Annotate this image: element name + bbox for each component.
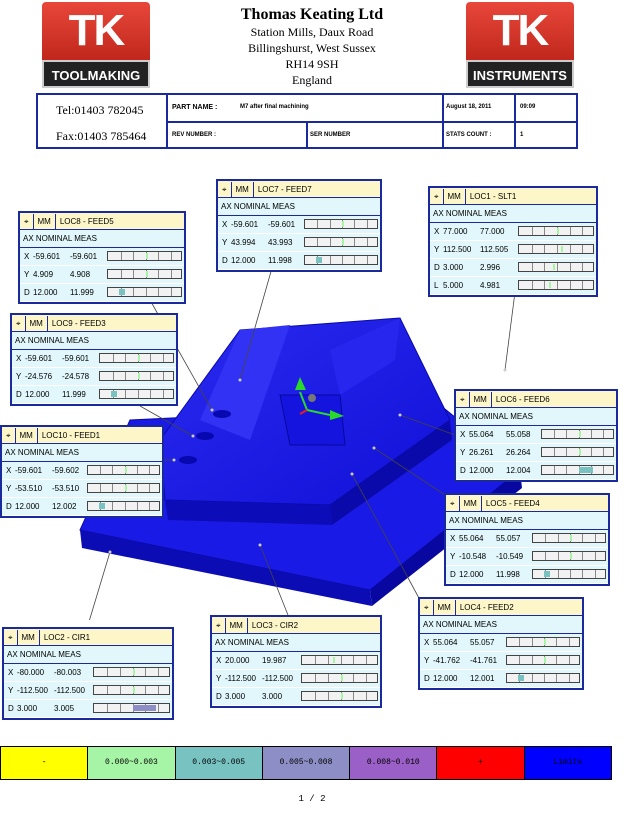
- axis-label: D: [216, 692, 222, 701]
- deviation-gauge: [506, 637, 580, 647]
- crosshair-icon: ⌖: [20, 214, 34, 229]
- deviation-marker: [316, 257, 322, 263]
- feature-name: LOC5 - FEED4: [485, 498, 540, 508]
- axis-label: Y: [16, 372, 22, 381]
- measured-value: 77.000: [480, 227, 505, 236]
- deviation-marker: [333, 657, 335, 663]
- feature-name: LOC10 - FEED1: [41, 430, 101, 440]
- crosshair-icon: ⌖: [2, 428, 16, 443]
- measured-value: 11.999: [62, 390, 86, 399]
- deviation-gauge: [93, 685, 170, 695]
- measured-value: 12.001: [470, 674, 495, 683]
- measurement-row: [212, 652, 380, 670]
- measured-value: -53.510: [52, 484, 80, 493]
- axis-label: X: [222, 220, 228, 229]
- deviation-gauge: [93, 703, 170, 713]
- box-title-bar: [4, 629, 172, 646]
- nominal-value: 5.000: [443, 281, 464, 290]
- crosshair-icon: ⌖: [218, 182, 232, 197]
- axis-label: D: [24, 288, 30, 297]
- page-number: 1 / 2: [298, 794, 326, 804]
- nominal-value: 3.000: [443, 263, 464, 272]
- nominal-value: 3.000: [225, 692, 246, 701]
- nominal-value: -53.510: [15, 484, 43, 493]
- deviation-marker: [119, 289, 125, 295]
- axis-label: D: [6, 502, 12, 511]
- measured-value: 11.998: [496, 570, 520, 579]
- column-header: AX NOMINAL MEAS: [218, 198, 380, 216]
- instruments-logo: [466, 2, 574, 88]
- tolerance-legend: [0, 746, 612, 780]
- deviation-marker: [99, 503, 105, 509]
- unit-label: MM: [232, 182, 254, 197]
- deviation-gauge: [541, 429, 614, 439]
- measurement-row: [218, 252, 380, 270]
- axis-label: X: [8, 668, 14, 677]
- ser-number-label: SER NUMBER: [310, 132, 351, 138]
- column-header: AX NOMINAL MEAS: [456, 408, 616, 426]
- measurement-row: [420, 634, 582, 652]
- axis-label: D: [450, 570, 456, 579]
- deviation-marker: [138, 373, 140, 379]
- crosshair-icon: ⌖: [12, 316, 26, 331]
- deviation-marker: [133, 705, 156, 711]
- deviation-gauge: [107, 287, 182, 297]
- nominal-value: -112.500: [225, 674, 256, 683]
- nominal-value: 26.261: [469, 448, 494, 457]
- measurement-row: [12, 386, 176, 404]
- column-header: AX NOMINAL MEAS: [212, 634, 380, 652]
- axis-label: Y: [424, 656, 430, 665]
- legend-swatch: -: [1, 747, 88, 779]
- measurement-row: [456, 426, 616, 444]
- measured-value: -59.602: [52, 466, 80, 475]
- measurement-box-loc4: [418, 597, 584, 690]
- axis-label: L: [434, 281, 439, 290]
- measurement-row: [456, 444, 616, 462]
- contact-cell: [38, 95, 168, 147]
- crosshair-icon: ⌖: [212, 618, 226, 633]
- report-time: 09:09: [520, 104, 536, 110]
- measured-value: 4.908: [70, 270, 91, 279]
- part-name-label: PART NAME :: [172, 104, 218, 111]
- measurement-row: [456, 462, 616, 480]
- measured-value: 55.058: [506, 430, 531, 439]
- axis-label: D: [8, 704, 14, 713]
- measured-value: -80.003: [54, 668, 82, 677]
- measurement-box-loc6: [454, 389, 618, 482]
- nominal-value: 12.000: [33, 288, 58, 297]
- measurement-box-loc9: [10, 313, 178, 406]
- measured-value: 11.998: [268, 256, 292, 265]
- measured-value: -10.549: [496, 552, 524, 561]
- nominal-value: 55.064: [433, 638, 458, 647]
- measurement-row: [4, 664, 172, 682]
- nominal-value: -59.601: [25, 354, 53, 363]
- deviation-gauge: [99, 353, 174, 363]
- deviation-gauge: [301, 655, 378, 665]
- column-header: AX NOMINAL MEAS: [430, 205, 596, 223]
- deviation-marker: [570, 553, 572, 559]
- measurement-row: [2, 498, 162, 516]
- measurement-row: [218, 234, 380, 252]
- crosshair-icon: ⌖: [420, 600, 434, 615]
- measured-value: 2.996: [480, 263, 501, 272]
- box-title-bar: [12, 315, 176, 332]
- measurement-row: [430, 241, 596, 259]
- deviation-marker: [579, 449, 581, 455]
- axis-label: Y: [460, 448, 466, 457]
- box-title-bar: [446, 495, 608, 512]
- deviation-marker: [518, 675, 524, 681]
- unit-label: MM: [18, 630, 40, 645]
- box-title-bar: [218, 181, 380, 198]
- unit-label: MM: [34, 214, 56, 229]
- deviation-gauge: [506, 655, 580, 665]
- measured-value: 12.002: [52, 502, 77, 511]
- measurement-row: [4, 682, 172, 700]
- crosshair-icon: ⌖: [456, 392, 470, 407]
- box-title-bar: [20, 213, 184, 230]
- report-header: [36, 93, 578, 149]
- logo-left-big: TK: [42, 2, 150, 60]
- address-line: Billingshurst, West Sussex: [248, 41, 376, 55]
- nominal-value: 77.000: [443, 227, 468, 236]
- measured-value: 4.981: [480, 281, 501, 290]
- axis-label: Y: [6, 484, 12, 493]
- box-title-bar: [212, 617, 380, 634]
- nominal-value: -10.548: [459, 552, 487, 561]
- measurement-row: [12, 368, 176, 386]
- deviation-marker: [133, 669, 135, 675]
- feature-name: LOC9 - FEED3: [51, 318, 106, 328]
- nominal-value: -59.601: [15, 466, 43, 475]
- column-header: AX NOMINAL MEAS: [446, 512, 608, 530]
- measurement-row: [4, 700, 172, 718]
- company-name: Thomas Keating Ltd: [240, 6, 384, 23]
- deviation-marker: [146, 253, 148, 259]
- measured-value: 3.000: [262, 692, 283, 701]
- feature-name: LOC1 - SLT1: [469, 191, 517, 201]
- deviation-marker: [342, 221, 344, 227]
- nominal-value: -41.762: [433, 656, 461, 665]
- measurement-row: [20, 266, 184, 284]
- nominal-value: -24.576: [25, 372, 53, 381]
- logo-right-big: TK: [466, 2, 574, 60]
- measurement-row: [446, 566, 608, 584]
- deviation-gauge: [304, 219, 378, 229]
- measurement-row: [2, 480, 162, 498]
- crosshair-icon: ⌖: [4, 630, 18, 645]
- deviation-gauge: [99, 389, 174, 399]
- measurement-row: [2, 462, 162, 480]
- deviation-gauge: [93, 667, 170, 677]
- axis-label: Y: [216, 674, 222, 683]
- nominal-value: 12.000: [231, 256, 256, 265]
- feature-name: LOC3 - CIR2: [251, 620, 299, 630]
- feature-name: LOC2 - CIR1: [43, 632, 91, 642]
- measured-value: 11.999: [70, 288, 94, 297]
- column-header: AX NOMINAL MEAS: [420, 616, 582, 634]
- axis-label: X: [450, 534, 456, 543]
- deviation-marker: [570, 535, 572, 541]
- nominal-value: -80.000: [17, 668, 45, 677]
- measured-value: -59.601: [70, 252, 98, 261]
- measurement-row: [20, 248, 184, 266]
- axis-label: X: [16, 354, 22, 363]
- legend-swatch: 0.000~0.003: [88, 747, 175, 779]
- axis-label: D: [434, 263, 440, 272]
- crosshair-icon: ⌖: [430, 189, 444, 204]
- nominal-value: 3.000: [17, 704, 38, 713]
- nominal-value: 12.000: [459, 570, 484, 579]
- part-name-value: M7 after final machining: [240, 104, 309, 110]
- deviation-gauge: [518, 262, 594, 272]
- axis-label: X: [424, 638, 430, 647]
- measurement-box-loc10: [0, 425, 164, 518]
- deviation-marker: [341, 675, 343, 681]
- measurement-box-loc3: [210, 615, 382, 708]
- measured-value: 55.057: [470, 638, 495, 647]
- box-title-bar: [430, 188, 596, 205]
- deviation-marker: [138, 355, 140, 361]
- nominal-value: 112.500: [443, 245, 472, 254]
- rev-number-label: REV NUMBER :: [172, 132, 217, 138]
- measurement-row: [420, 670, 582, 688]
- deviation-marker: [342, 239, 344, 245]
- axis-label: Y: [24, 270, 30, 279]
- measurement-box-loc8: [18, 211, 186, 304]
- legend-swatch: +: [437, 747, 524, 779]
- measured-value: 3.005: [54, 704, 75, 713]
- deviation-marker: [133, 687, 135, 693]
- deviation-gauge: [107, 269, 182, 279]
- measurement-row: [430, 223, 596, 241]
- measured-value: 12.004: [506, 466, 531, 475]
- measurement-box-loc5: [444, 493, 610, 586]
- deviation-gauge: [541, 447, 614, 457]
- measurement-box-loc7: [216, 179, 382, 272]
- crosshair-icon: ⌖: [446, 496, 460, 511]
- address-line: RH14 9SH: [285, 57, 339, 71]
- measurement-row: [218, 216, 380, 234]
- toolmaking-logo: [42, 2, 150, 88]
- unit-label: MM: [16, 428, 38, 443]
- axis-label: D: [222, 256, 228, 265]
- unit-label: MM: [226, 618, 248, 633]
- stats-count-value: 1: [520, 132, 524, 138]
- axis-label: X: [434, 227, 440, 236]
- measured-value: 26.264: [506, 448, 531, 457]
- deviation-marker: [579, 431, 581, 437]
- deviation-marker: [579, 467, 594, 473]
- axis-label: Y: [434, 245, 440, 254]
- nominal-value: 12.000: [15, 502, 40, 511]
- measured-value: -41.761: [470, 656, 498, 665]
- nominal-value: 4.909: [33, 270, 54, 279]
- measured-value: 19.987: [262, 656, 287, 665]
- measurement-box-loc1: [428, 186, 598, 297]
- nominal-value: 12.000: [433, 674, 458, 683]
- nominal-value: 55.064: [469, 430, 494, 439]
- deviation-marker: [125, 485, 127, 491]
- deviation-marker: [557, 228, 559, 234]
- measurement-row: [20, 284, 184, 302]
- measured-value: -112.500: [262, 674, 293, 683]
- deviation-gauge: [518, 280, 594, 290]
- deviation-marker: [544, 571, 550, 577]
- axis-label: Y: [222, 238, 228, 247]
- measurement-row: [446, 548, 608, 566]
- deviation-gauge: [518, 244, 594, 254]
- deviation-marker: [146, 271, 148, 277]
- axis-label: X: [6, 466, 12, 475]
- deviation-marker: [125, 467, 127, 473]
- box-title-bar: [420, 599, 582, 616]
- logo-left-small: TOOLMAKING: [42, 60, 150, 88]
- axis-label: D: [424, 674, 430, 683]
- measurement-row: [212, 688, 380, 706]
- axis-label: D: [16, 390, 22, 399]
- nominal-value: 43.994: [231, 238, 256, 247]
- nominal-value: 20.000: [225, 656, 250, 665]
- deviation-gauge: [304, 237, 378, 247]
- axis-label: X: [24, 252, 30, 261]
- nominal-value: 12.000: [469, 466, 494, 475]
- nominal-value: 55.064: [459, 534, 484, 543]
- measurement-row: [430, 277, 596, 295]
- deviation-marker: [111, 391, 117, 397]
- logo-right-small: INSTRUMENTS: [466, 60, 574, 88]
- address-line: Station Mills, Daux Road: [250, 25, 374, 39]
- unit-label: MM: [26, 316, 48, 331]
- stats-count-label: STATS COUNT :: [446, 132, 492, 138]
- company-block: [200, 6, 424, 88]
- tel: Tel:01403 782045: [56, 103, 144, 117]
- legend-swatch: 0.005~0.008: [263, 747, 350, 779]
- measured-value: 43.993: [268, 238, 293, 247]
- measured-value: -59.601: [268, 220, 296, 229]
- column-header: AX NOMINAL MEAS: [12, 332, 176, 350]
- unit-label: MM: [434, 600, 456, 615]
- fax: Fax:01403 785464: [56, 129, 147, 143]
- nominal-value: -59.601: [231, 220, 259, 229]
- box-title-bar: [2, 427, 162, 444]
- measurement-row: [12, 350, 176, 368]
- deviation-gauge: [99, 371, 174, 381]
- feature-name: LOC7 - FEED7: [257, 184, 312, 194]
- measurement-row: [212, 670, 380, 688]
- legend-swatch: 0.008~0.010: [350, 747, 437, 779]
- measured-value: -24.578: [62, 372, 90, 381]
- measurement-row: [430, 259, 596, 277]
- column-header: AX NOMINAL MEAS: [4, 646, 172, 664]
- deviation-gauge: [87, 483, 160, 493]
- axis-label: Y: [8, 686, 14, 695]
- report-date: August 18, 2011: [446, 104, 492, 110]
- measured-value: 55.057: [496, 534, 521, 543]
- column-header: AX NOMINAL MEAS: [2, 444, 162, 462]
- deviation-marker: [341, 693, 343, 699]
- deviation-marker: [561, 246, 563, 252]
- deviation-marker: [544, 639, 546, 645]
- axis-label: X: [460, 430, 466, 439]
- measurement-row: [420, 652, 582, 670]
- deviation-gauge: [506, 673, 580, 683]
- deviation-marker: [544, 657, 546, 663]
- deviation-gauge: [304, 255, 378, 265]
- column-header: AX NOMINAL MEAS: [20, 230, 184, 248]
- measurement-box-loc2: [2, 627, 174, 720]
- deviation-gauge: [87, 465, 160, 475]
- axis-label: X: [216, 656, 222, 665]
- nominal-value: -112.500: [17, 686, 48, 695]
- deviation-gauge: [107, 251, 182, 261]
- deviation-marker: [549, 282, 551, 288]
- measurement-row: [446, 530, 608, 548]
- feature-name: LOC8 - FEED5: [59, 216, 114, 226]
- deviation-gauge: [87, 501, 160, 511]
- axis-label: Y: [450, 552, 456, 561]
- nominal-value: -59.601: [33, 252, 61, 261]
- axis-label: D: [460, 466, 466, 475]
- deviation-gauge: [301, 691, 378, 701]
- nominal-value: 12.000: [25, 390, 50, 399]
- measured-value: 112.505: [480, 245, 509, 254]
- unit-label: MM: [470, 392, 492, 407]
- measured-value: -112.500: [54, 686, 85, 695]
- measured-value: -59.601: [62, 354, 90, 363]
- unit-label: MM: [444, 189, 466, 204]
- box-title-bar: [456, 391, 616, 408]
- feature-name: LOC6 - FEED6: [495, 394, 550, 404]
- deviation-gauge: [541, 465, 614, 475]
- deviation-gauge: [532, 551, 606, 561]
- deviation-gauge: [301, 673, 378, 683]
- legend-swatch: 0.003~0.005: [176, 747, 263, 779]
- deviation-gauge: [518, 226, 594, 236]
- unit-label: MM: [460, 496, 482, 511]
- legend-swatch: Limits: [525, 747, 611, 779]
- deviation-gauge: [532, 569, 606, 579]
- deviation-marker: [553, 264, 555, 270]
- address-line: England: [292, 73, 332, 87]
- deviation-gauge: [532, 533, 606, 543]
- feature-name: LOC4 - FEED2: [459, 602, 514, 612]
